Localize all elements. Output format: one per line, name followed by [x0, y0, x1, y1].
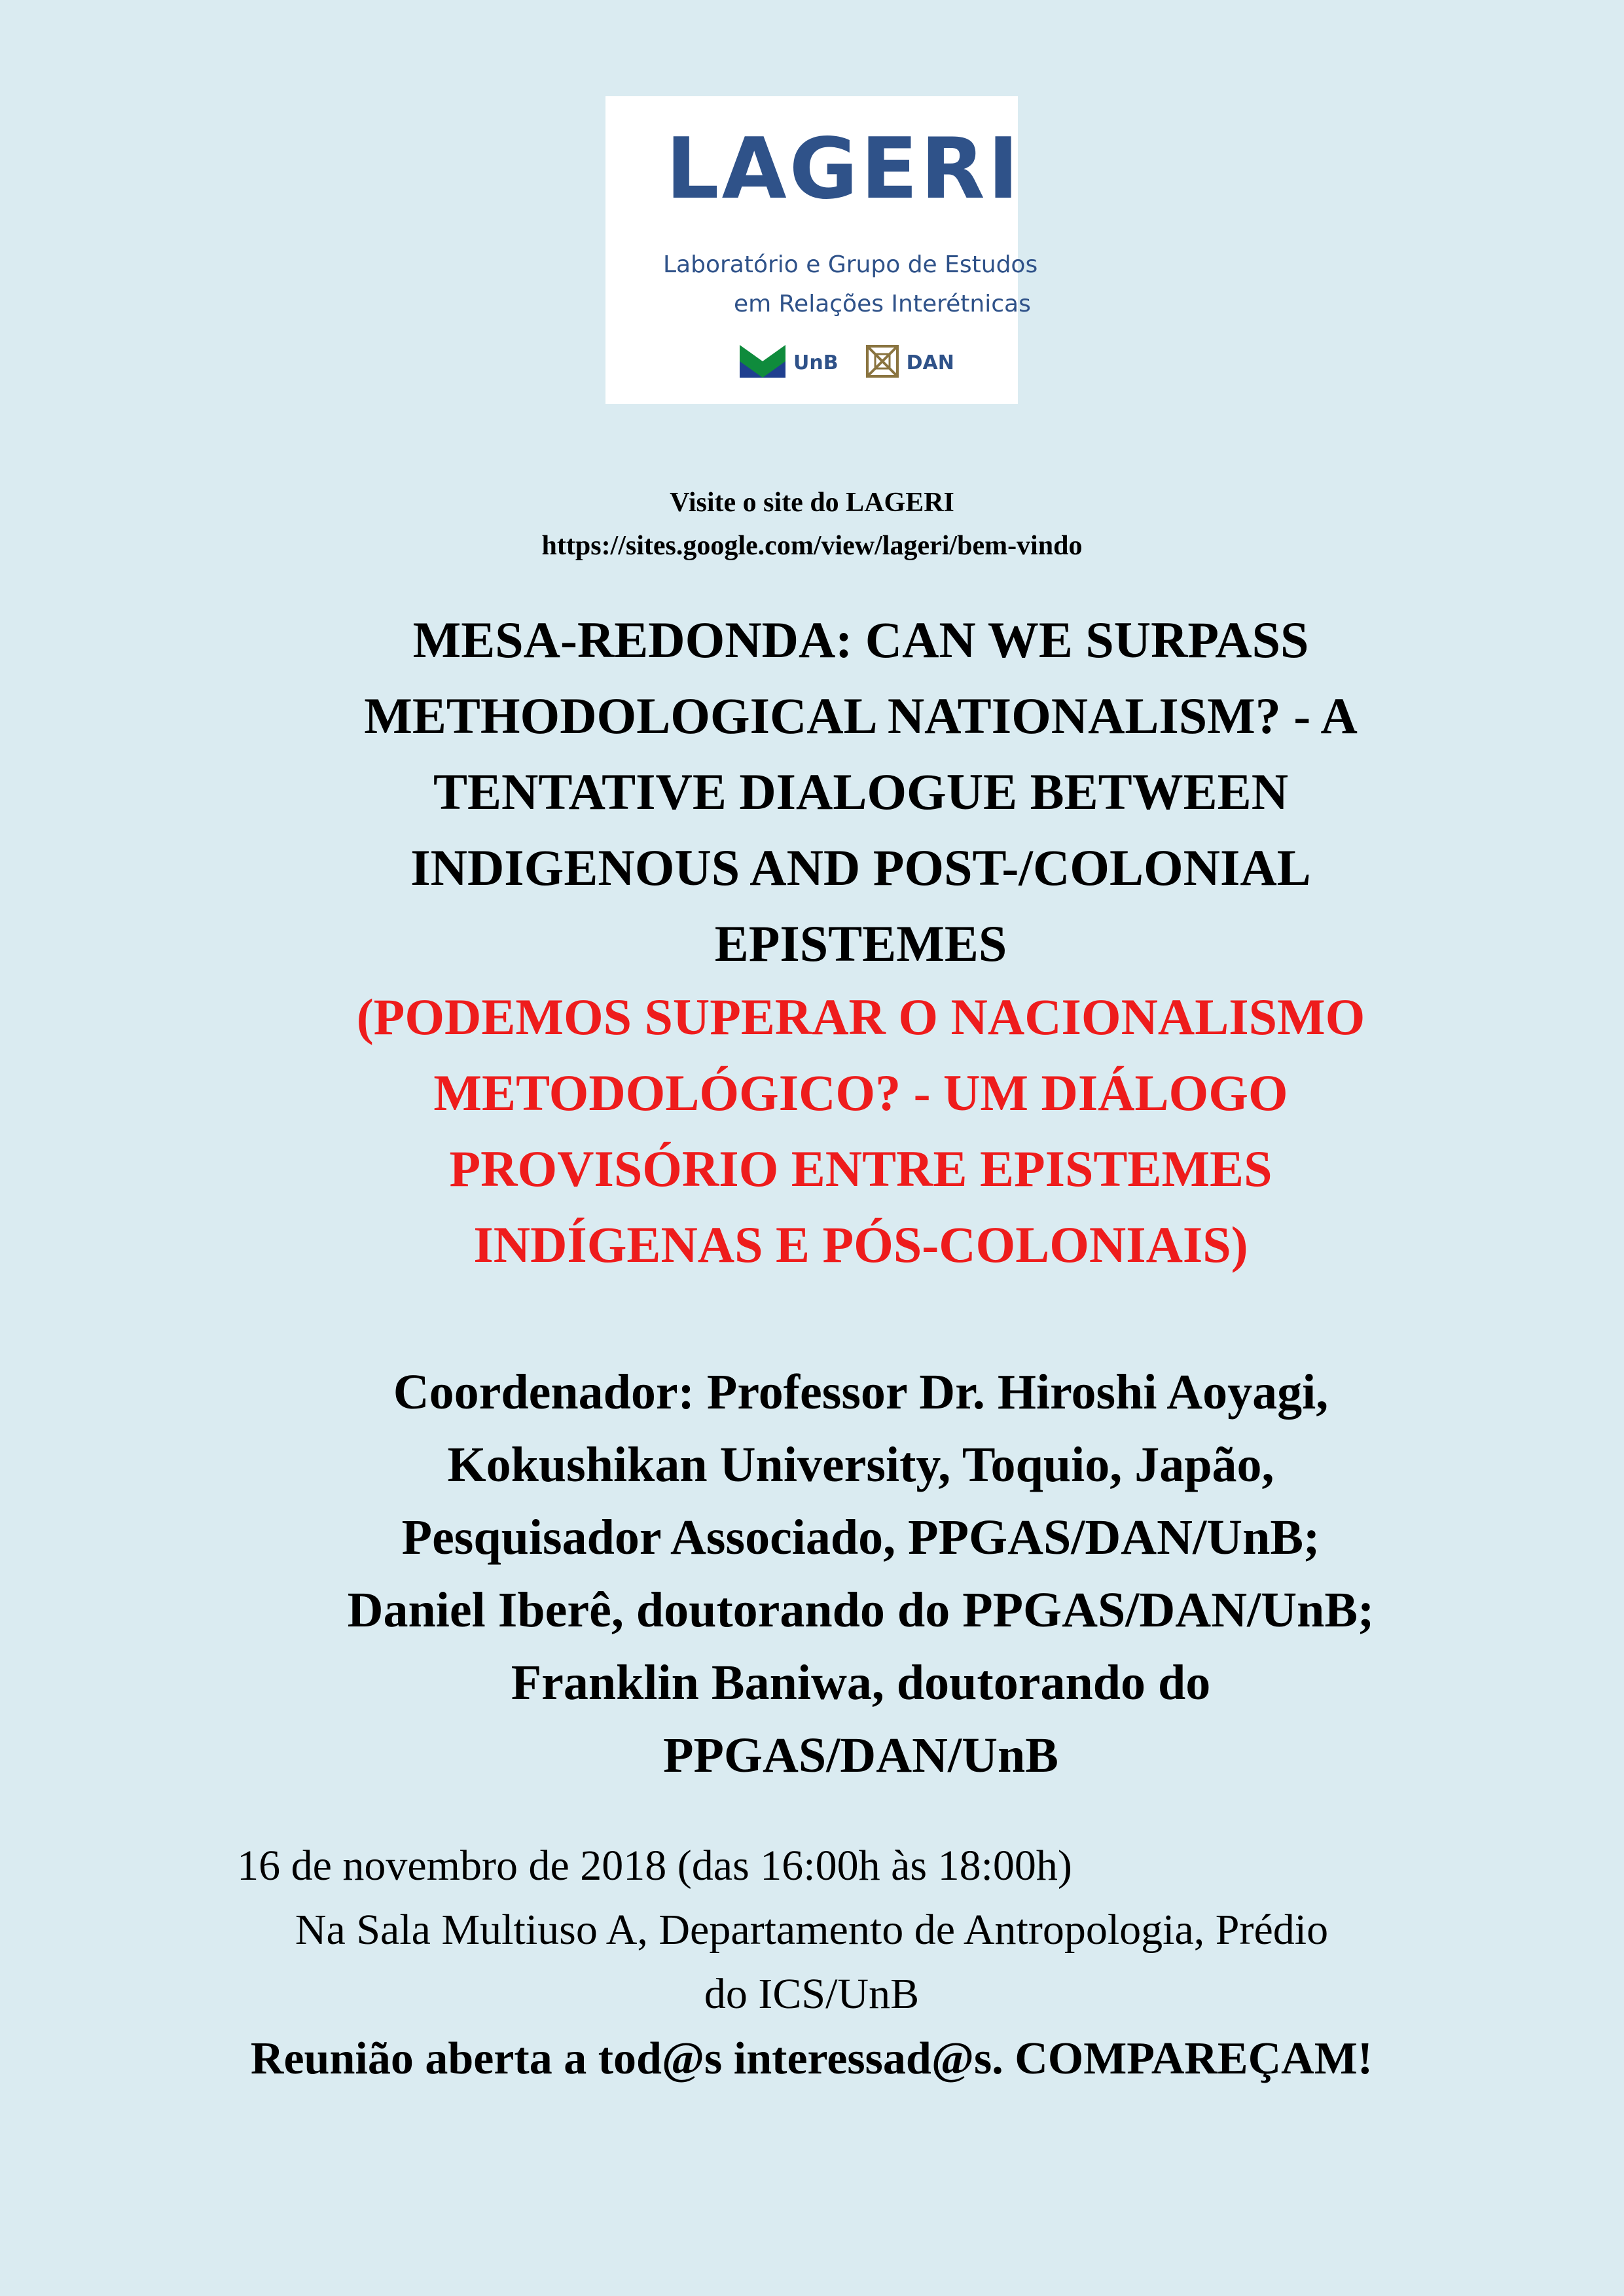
event-date-text: 16 de novembro de 2018 (das 16:00h às 18:00h)	[237, 1842, 1072, 1890]
title-english	[262, 602, 1460, 982]
dan-logo-icon	[866, 345, 899, 381]
coordinators-block	[262, 1356, 1460, 1792]
title-en-line: METHODOLOGICAL NATIONALISM? - A	[364, 687, 1358, 744]
unb-label: UnB	[793, 351, 839, 374]
lageri-logo	[605, 96, 1038, 404]
visit-site-block	[0, 481, 1624, 567]
coordinator-line: Franklin Baniwa, doutorando do	[511, 1655, 1211, 1710]
event-place	[190, 1898, 1434, 2026]
title-pt-line: PROVISÓRIO ENTRE EPISTEMES	[449, 1140, 1272, 1197]
logo-title: LAGERI	[666, 120, 1022, 218]
event-place-line2: do ICS/UnB	[704, 1970, 920, 2018]
call-to-action	[131, 2026, 1492, 2092]
title-en-line: INDIGENOUS AND POST-/COLONIAL	[410, 839, 1311, 896]
cta-text: Reunião aberta a tod@s interessad@s. COMPAREÇAM!	[250, 2034, 1373, 2084]
logo-subtitle-line1: Laboratório e Grupo de Estudos	[663, 251, 1038, 278]
logo-subtitle-line2: em Relações Interétnicas	[734, 291, 1031, 317]
unb-logo-icon	[740, 345, 785, 381]
title-pt-line: (PODEMOS SUPERAR O NACIONALISMO	[356, 988, 1365, 1045]
coordinator-line: PPGAS/DAN/UnB	[663, 1728, 1058, 1783]
title-pt-line: METODOLÓGICO? - UM DIÁLOGO	[433, 1064, 1288, 1121]
title-en-line: TENTATIVE DIALOGUE BETWEEN	[433, 763, 1289, 820]
title-en-line: EPISTEMES	[714, 915, 1007, 972]
logo-badges	[740, 345, 974, 381]
title-pt-line: INDÍGENAS E PÓS-COLONIAIS)	[473, 1216, 1248, 1273]
coordinator-line: Pesquisador Associado, PPGAS/DAN/UnB;	[401, 1510, 1320, 1565]
dan-label: DAN	[906, 351, 954, 374]
event-date	[196, 1834, 1113, 1898]
site-url-link[interactable]: https://sites.google.com/view/lageri/bem-vindo	[541, 531, 1083, 561]
coordinator-line: Coordenador: Professor Dr. Hiroshi Aoyagi,	[393, 1365, 1329, 1420]
event-place-line1: Na Sala Multiuso A, Departamento de Antropologia, Prédio	[295, 1906, 1329, 1954]
coordinator-line: Kokushikan University, Toquio, Japão,	[447, 1437, 1274, 1492]
title-portuguese	[262, 979, 1460, 1283]
title-en-line: MESA-REDONDA: CAN WE SURPASS	[412, 611, 1309, 668]
visit-site-text: Visite o site do LAGERI	[670, 488, 954, 518]
coordinator-line: Daniel Iberê, doutorando do PPGAS/DAN/UnB;	[347, 1583, 1375, 1638]
